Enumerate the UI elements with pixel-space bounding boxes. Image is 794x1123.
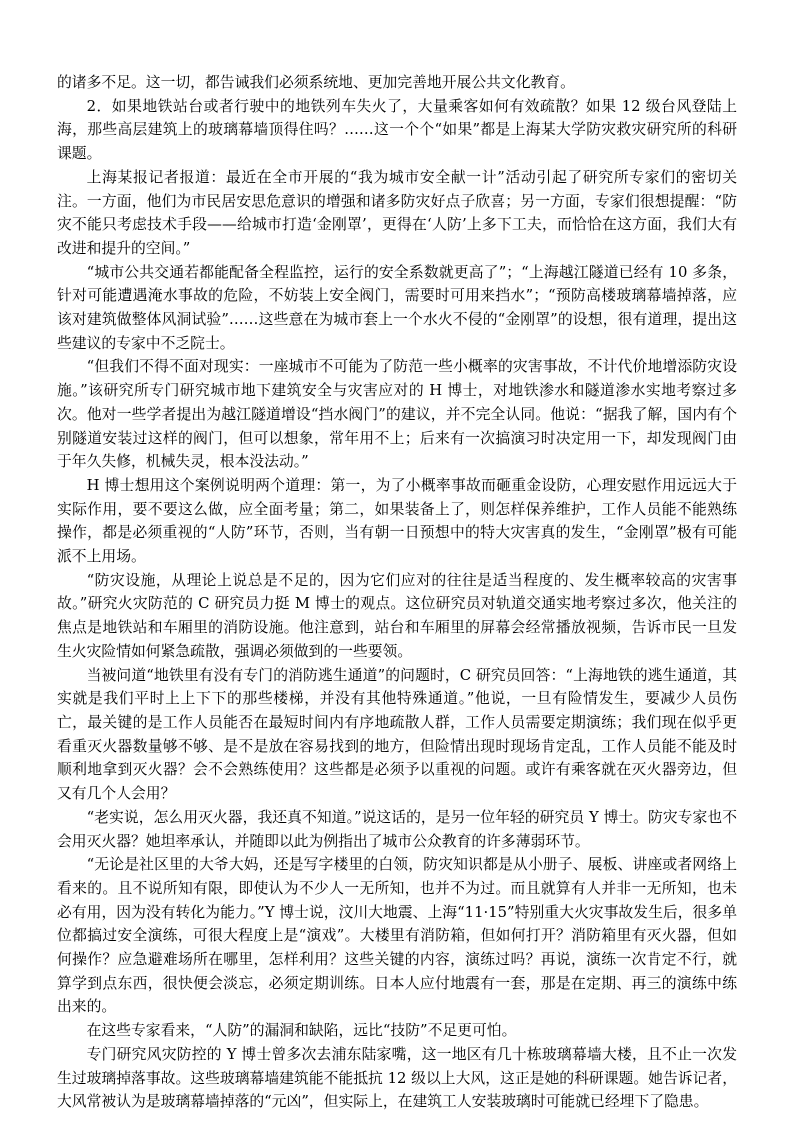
paragraph: “老实说，怎么用灭火器，我还真不知道。”说这话的，是另一位年轻的研究员 Y 博士。防灾专家也不会用灭火器？她坦率承认，并随即以此为例指出了城市公众教育的许多薄弱环节。: [57, 808, 737, 850]
paragraph: 2．如果地铁站台或者行驶中的地铁列车失火了，大量乘客如何有效疏散？如果 12 级台风登陆上海，那些高层建筑上的玻璃幕墙顶得住吗？……这一个个“如果”都是上海某大学防灾救灾研究所的科研课题。: [57, 97, 737, 163]
paragraph: “但我们不得不面对现实：一座城市不可能为了防范一些小概率的灾害事故，不计代价地增添防灾设施。”该研究所专门研究城市地下建筑安全与灾害应对的 H 博士，对地铁渗水和隧道渗水实地考察过多次。他对一些学者提出为越江隧道增设“挡水阀门”的建议，并不完全认同。他说：“据我了解，国内有个别隧道安装过这样的阀门，但可以想象，常年用不上；后来有一次搞演习时决定用一下，却发现阀门由于年久失修，机械失灵，根本没法动。”: [57, 358, 737, 471]
paragraph: “防灾设施，从理论上说总是不足的，因为它们应对的往往是适当程度的、发生概率较高的灾害事故。”研究火灾防范的 C 研究员力挺 M 博士的观点。这位研究员对轨道交通实地考察过多次，他关注的焦点是地铁站和车厢里的消防设施。他注意到，站台和车厢里的屏幕会经常播放视频，告诉市民一旦发生火灾险情如何紧急疏散，强调必须做到的一些要领。: [57, 571, 737, 660]
paragraph: 当被问道“地铁里有没有专门的消防逃生通道”的问题时，C 研究员回答：“上海地铁的逃生通道，其实就是我们平时上上下下的那些楼梯，并没有其他特殊通道。”他说，一旦有险情发生，要减少人员伤亡，最关键的是工作人员能否在最短时间内有序地疏散人群，工作人员需要定期演练；我们现在似乎更看重灭火器数量够不够、是不是放在容易找到的地方，但险情出现时现场肯定乱，工作人员能不能及时顺利地拿到灭火器？会不会熟练使用？这些都是必须予以重视的问题。或许有乘客就在灭火器旁边，但又有几个人会用？: [57, 666, 737, 803]
paragraph: 上海某报记者报道：最近在全市开展的“我为城市安全献一计”活动引起了研究所专家们的密切关注。一方面，他们为市民居安思危意识的增强和诸多防灾好点子欣喜；另一方面，专家们很想提醒：“防灾不能只考虑技术手段——给城市打造‘金刚罩’，更得在‘人防’上多下工夫，而恰恰在这方面，我们大有改进和提升的空间。”: [57, 168, 737, 257]
paragraph: 在这些专家看来，“人防”的漏洞和缺陷，远比“技防”不足更可怕。: [86, 1022, 517, 1040]
paragraph: 专门研究风灾防控的 Y 博士曾多次去浦东陆家嘴，这一地区有几十栋玻璃幕墙大楼，且不止一次发生过玻璃掉落事故。这些玻璃幕墙建筑能不能抵抗 12 级以上大风，这正是她的科研课题。她告诉记者，大风常被认为是玻璃幕墙掉落的“元凶”，但实际上，在建筑工人安装玻璃时可能就已经埋下了隐患。: [57, 1045, 737, 1111]
paragraph: “城市公共交通若都能配备全程监控，运行的安全系数就更高了”；“上海越江隧道已经有 10 多条，针对可能遭遇淹水事故的危险，不妨装上安全阀门，需要时可用来挡水”；“预防高楼玻璃幕墙掉落，应该对建筑做整体风洞试验”……这些意在为城市套上一个水火不侵的“金刚罩”的设想，很有道理，提出这些建议的专家中不乏院士。: [57, 263, 737, 352]
paragraph: “无论是社区里的大爷大妈，还是写字楼里的白领，防灾知识都是从小册子、展板、讲座或者网络上看来的。且不说所知有限，即使认为不少人一无所知，也并不为过。而且就算有人并非一无所知，也未必有用，因为没有转化为能力。”Y 博士说，汶川大地震、上海“11·15”特别重大火灾事故发生后，很多单位都搞过安全演练，可很大程度上是“演戏”。大楼里有消防箱，但如何打开？消防箱里有灭火器，但如何操作？应急避难场所在哪里，怎样利用？这些关键的内容，演练过吗？再说，演练一次肯定不行，就算学到点东西，很快便会淡忘，必须定期训练。日本人应付地震有一套，那是在定期、再三的演练中练出来的。: [57, 856, 737, 1016]
paragraph: H 博士想用这个案例说明两个道理：第一，为了小概率事故而砸重金设防，心理安慰作用远远大于实际作用，要不要这么做，应全面考量；第二，如果装备上了，则怎样保养维护，工作人员能不能熟练操作，都是必须重视的“人防”环节，否则，当有朝一日预想中的特大灾害真的发生，“金刚罩”极有可能派不上用场。: [57, 476, 737, 566]
paragraph: 的诸多不足。这一切，都告诫我们必须系统地、更加完善地开展公共文化教育。: [57, 74, 575, 91]
